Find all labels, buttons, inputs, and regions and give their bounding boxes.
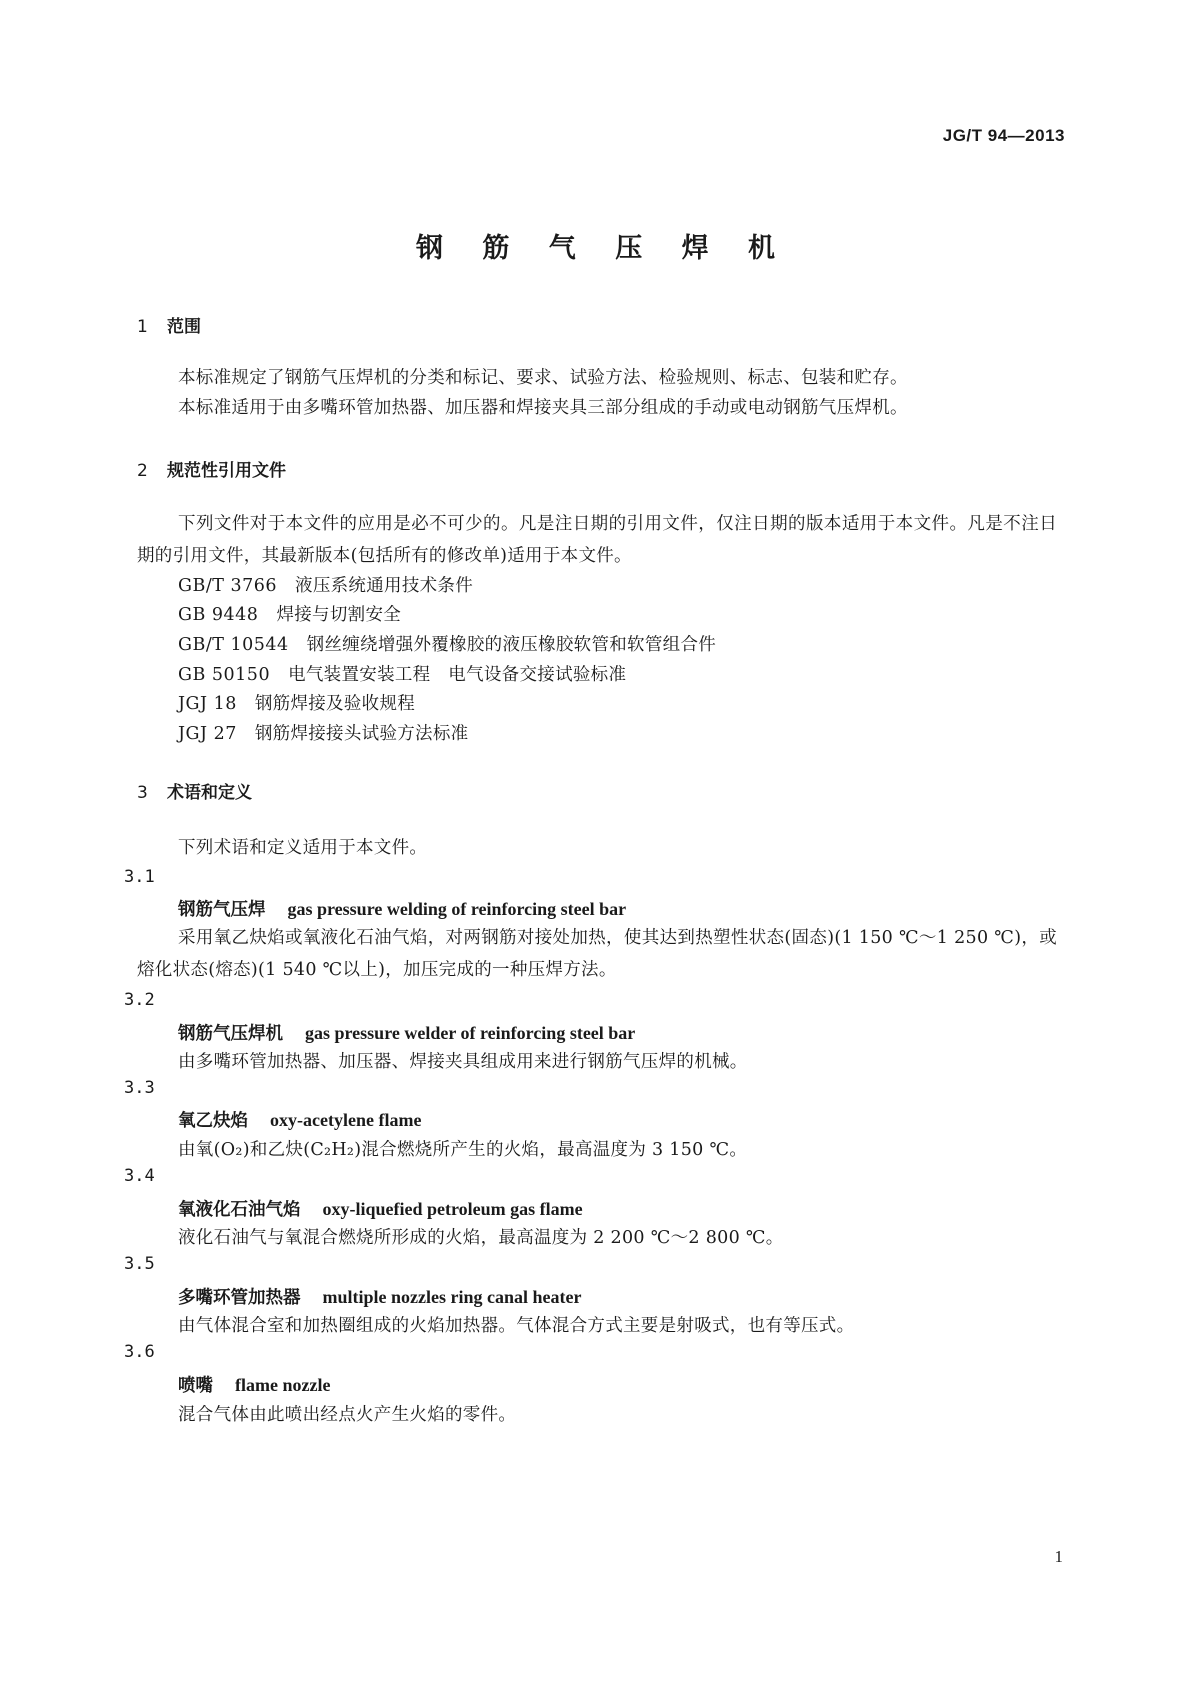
term-zh: 钢筋气压焊机	[178, 1024, 283, 1044]
section-2-intro: 下列文件对于本文件的应用是必不可少的。凡是注日期的引用文件，仅注日期的版本适用于本文件。凡是不注日期的引用文件，其最新版本(包括所有的修改单)适用于本文件。	[137, 514, 1057, 566]
clause-number: 3.5	[124, 1254, 155, 1274]
term-definition: 液化石油气与氧混合燃烧所形成的火焰，最高温度为 2 200 ℃～2 800 ℃。	[178, 1228, 784, 1248]
reference-code: GB/T 10544	[178, 635, 289, 655]
document-title: 钢 筋 气 压 焊 机	[416, 233, 790, 264]
reference-title: 钢筋焊接接头试验方法标准	[254, 724, 469, 744]
section-title: 术语和定义	[167, 783, 252, 803]
term-heading	[178, 1020, 635, 1045]
term-heading	[178, 1372, 330, 1397]
page-number: 1	[1054, 1547, 1063, 1566]
reference-item	[178, 690, 415, 715]
term-definition: 由氧(O₂)和乙炔(C₂H₂)混合燃烧所产生的火焰，最高温度为 3 150 ℃。	[178, 1140, 748, 1160]
section-1-paragraph-1: 本标准规定了钢筋气压焊机的分类和标记、要求、试验方法、检验规则、标志、包装和贮存。	[178, 368, 908, 388]
term-heading	[178, 1107, 421, 1132]
reference-item	[178, 601, 401, 626]
term-definition: 混合气体由此喷出经点火产生火焰的零件。	[178, 1405, 517, 1425]
term-zh: 喷嘴	[178, 1376, 213, 1396]
reference-item	[178, 572, 473, 597]
term-en: multiple nozzles ring canal heater	[322, 1287, 582, 1307]
reference-code: JGJ 27	[178, 724, 237, 744]
section-1-paragraph-2: 本标准适用于由多嘴环管加热器、加压器和焊接夹具三部分组成的手动或电动钢筋气压焊机。	[178, 398, 908, 418]
term-zh: 氧液化石油气焰	[178, 1200, 301, 1220]
section-title: 范围	[167, 317, 201, 337]
term-zh: 钢筋气压焊	[178, 900, 266, 920]
reference-code: GB/T 3766	[178, 576, 278, 596]
reference-code: GB 50150	[178, 665, 271, 685]
clause-number: 3.6	[124, 1342, 155, 1362]
standard-code: JG/T 94—2013	[942, 126, 1065, 145]
reference-item	[178, 661, 626, 686]
clause-number: 3.3	[124, 1078, 155, 1098]
section-3-intro: 下列术语和定义适用于本文件。	[178, 838, 428, 858]
section-1-heading	[137, 312, 201, 337]
term-definition: 由多嘴环管加热器、加压器、焊接夹具组成用来进行钢筋气压焊的机械。	[178, 1052, 748, 1072]
term-en: gas pressure welding of reinforcing steel bar	[287, 899, 627, 919]
term-definition: 采用氧乙炔焰或氧液化石油气焰，对两钢筋对接处加热，使其达到热塑性状态(固态)(1 150 ℃～1 250 ℃)，或熔化状态(熔态)(1 540 ℃以上)，加压完成的一种压焊方法。	[137, 928, 1057, 980]
term-en: gas pressure welder of reinforcing steel bar	[305, 1023, 636, 1043]
section-number: 3	[137, 783, 148, 803]
term-heading	[178, 1284, 581, 1309]
term-en: flame nozzle	[235, 1375, 331, 1395]
term-definition: 由气体混合室和加热圈组成的火焰加热器。气体混合方式主要是射吸式，也有等压式。	[178, 1316, 855, 1336]
clause-number: 3.1	[124, 867, 155, 887]
reference-title: 钢筋焊接及验收规程	[254, 694, 416, 714]
clause-number: 3.2	[124, 990, 155, 1010]
term-en: oxy-acetylene flame	[270, 1110, 422, 1130]
reference-title: 焊接与切割安全	[276, 605, 402, 625]
section-number: 1	[137, 317, 148, 337]
clause-number: 3.4	[124, 1166, 155, 1186]
reference-code: JGJ 18	[178, 694, 237, 714]
term-heading	[178, 896, 626, 921]
term-zh: 多嘴环管加热器	[178, 1288, 301, 1308]
section-2-heading	[137, 456, 286, 481]
reference-title: 液压系统通用技术条件	[295, 576, 474, 596]
section-title: 规范性引用文件	[167, 461, 286, 481]
reference-code: GB 9448	[178, 605, 259, 625]
reference-item	[178, 631, 716, 656]
reference-item	[178, 720, 468, 745]
term-zh: 氧乙炔焰	[178, 1111, 248, 1131]
reference-title: 钢丝缠绕增强外覆橡胶的液压橡胶软管和软管组合件	[306, 635, 717, 655]
section-3-heading	[137, 778, 252, 803]
term-heading	[178, 1196, 583, 1221]
term-en: oxy-liquefied petroleum gas flame	[322, 1199, 583, 1219]
section-number: 2	[137, 461, 148, 481]
reference-title: 电气装置安装工程 电气设备交接试验标准	[288, 665, 627, 685]
